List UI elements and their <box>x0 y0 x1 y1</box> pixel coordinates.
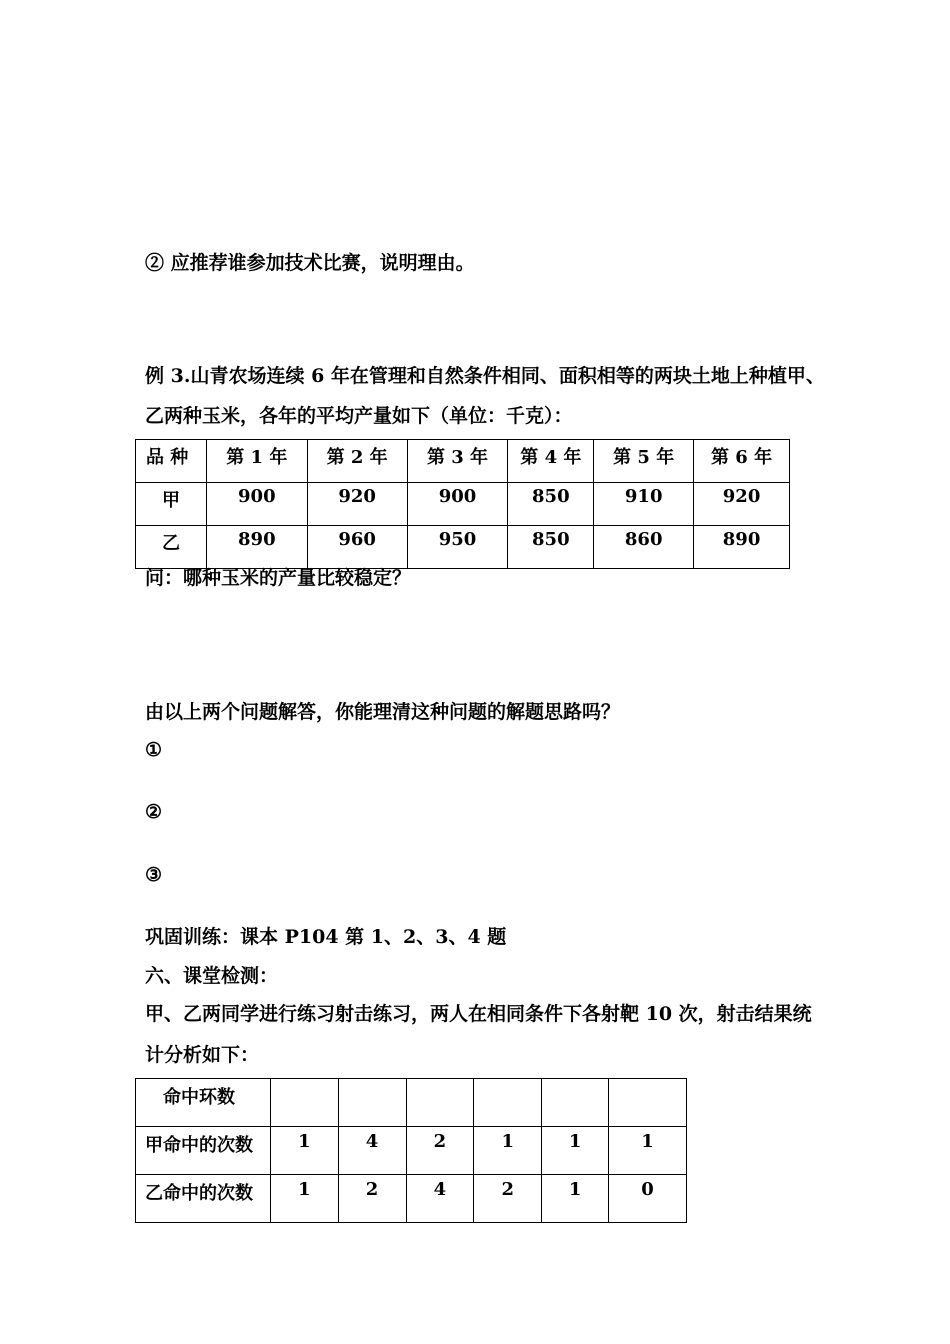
table-cell: 2 <box>338 1175 406 1223</box>
header-cell <box>474 1079 542 1127</box>
header-cell: 品 种 <box>136 440 207 483</box>
table-cell: 890 <box>694 526 790 569</box>
example-3-line-2: 乙两种玉米，各年的平均产量如下（单位：千克）： <box>145 405 573 427</box>
step-2-marker: ② <box>145 801 163 823</box>
example-3-line-1: 例 3.山青农场连续 6 年在管理和自然条件相同、面积相等的两块土地上种植甲、 <box>145 365 825 387</box>
test-line-1: 甲、乙两同学进行练习射击练习，两人在相同条件下各射靶 10 次，射击结果统 <box>145 1003 812 1025</box>
corn-yield-table <box>135 439 790 569</box>
summary-question: 由以上两个问题解答，你能理清这种问题的解题思路吗？ <box>145 701 621 723</box>
table-cell: 4 <box>338 1127 406 1175</box>
table-header-row <box>136 1079 687 1127</box>
header-cell: 第 4 年 <box>508 440 594 483</box>
header-cell <box>542 1079 609 1127</box>
table-row <box>136 526 790 569</box>
table-cell: 1 <box>609 1127 687 1175</box>
table-cell: 4 <box>406 1175 474 1223</box>
step-3-marker: ③ <box>145 864 163 886</box>
row-label: 甲 <box>136 483 207 526</box>
step-1-marker: ① <box>145 739 163 761</box>
table-cell: 850 <box>508 526 594 569</box>
test-line-2: 计分析如下： <box>145 1044 260 1066</box>
header-cell: 第 2 年 <box>307 440 407 483</box>
header-cell: 第 3 年 <box>407 440 508 483</box>
table-cell: 850 <box>508 483 594 526</box>
header-cell <box>270 1079 338 1127</box>
header-cell <box>338 1079 406 1127</box>
header-cell: 第 1 年 <box>206 440 307 483</box>
row-label: 乙 <box>136 526 207 569</box>
header-cell <box>406 1079 474 1127</box>
shooting-results-table <box>135 1078 687 1223</box>
table-cell: 1 <box>474 1127 542 1175</box>
table-cell: 920 <box>694 483 790 526</box>
table-cell: 2 <box>406 1127 474 1175</box>
table-row <box>136 1175 687 1223</box>
question-text: 问：哪种玉米的产量比较稳定？ <box>145 567 412 589</box>
header-cell: 第 6 年 <box>694 440 790 483</box>
table-cell: 1 <box>270 1175 338 1223</box>
header-cell <box>609 1079 687 1127</box>
row-label: 乙命中的次数 <box>136 1175 271 1223</box>
header-cell: 命中环数 <box>136 1079 271 1127</box>
table-cell: 950 <box>407 526 508 569</box>
table-cell: 1 <box>270 1127 338 1175</box>
row-label: 甲命中的次数 <box>136 1127 271 1175</box>
table-cell: 860 <box>594 526 694 569</box>
table-cell: 2 <box>474 1175 542 1223</box>
practice-text: 巩固训练：课本 P104 第 1、2、3、4 题 <box>145 926 507 948</box>
table-cell: 900 <box>206 483 307 526</box>
table-cell: 890 <box>206 526 307 569</box>
section-6-heading: 六、课堂检测： <box>145 965 279 987</box>
header-cell: 第 5 年 <box>594 440 694 483</box>
table-cell: 1 <box>542 1127 609 1175</box>
table-cell: 910 <box>594 483 694 526</box>
table-cell: 1 <box>542 1175 609 1223</box>
table-header-row <box>136 440 790 483</box>
table-row <box>136 483 790 526</box>
table-cell: 0 <box>609 1175 687 1223</box>
table-row <box>136 1127 687 1175</box>
table-cell: 920 <box>307 483 407 526</box>
question-2-text: ② 应推荐谁参加技术比赛，说明理由。 <box>145 252 475 274</box>
table-cell: 960 <box>307 526 407 569</box>
table-cell: 900 <box>407 483 508 526</box>
